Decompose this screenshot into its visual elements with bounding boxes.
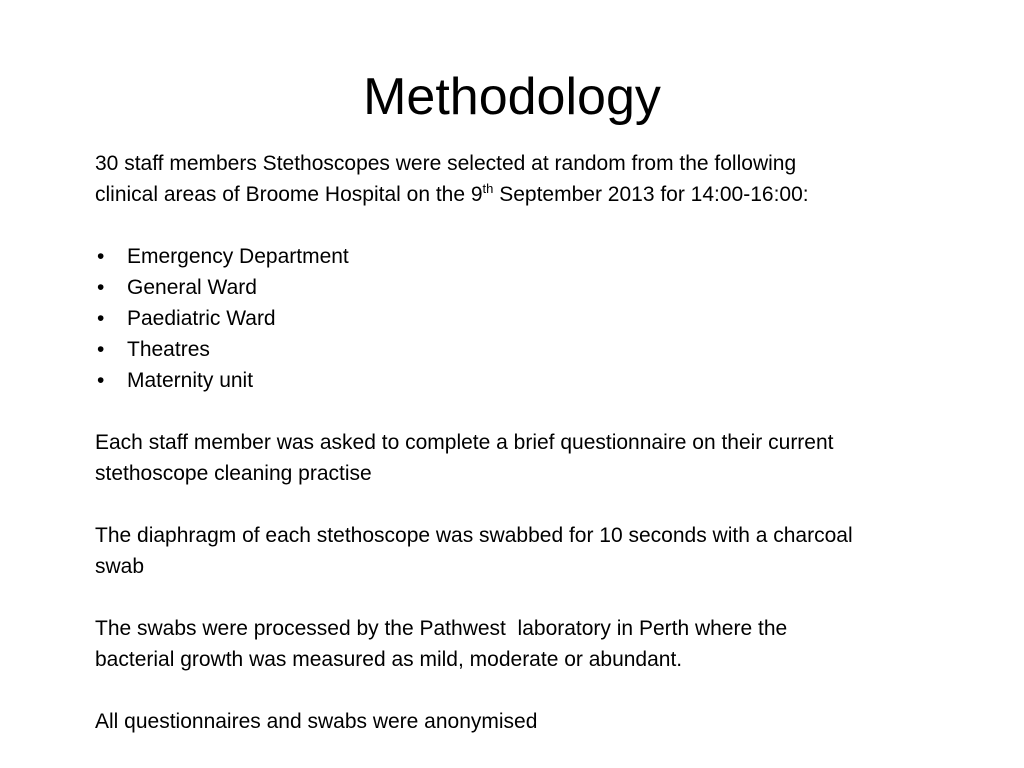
bullet-icon: • [97, 245, 105, 268]
slide-title: Methodology [363, 68, 661, 126]
intro-line-1: 30 staff members Stethoscopes were selected at random from the following [95, 152, 797, 175]
intro-paragraph [95, 148, 955, 210]
list-item [95, 272, 955, 303]
list-item-label: Theatres [127, 338, 210, 361]
laboratory-line-2: bacterial growth was measured as mild, moderate or abundant. [95, 648, 683, 671]
list-item-label: Maternity unit [127, 369, 254, 392]
bullet-icon: • [97, 369, 105, 392]
intro-line-2-end: September 2013 for 14:00-16:00: [493, 183, 809, 206]
slide-body [95, 148, 955, 737]
clinical-areas-list [95, 241, 955, 396]
anonymised-paragraph [95, 706, 955, 737]
intro-line-2-start: clinical areas of Broome Hospital on the 9 [95, 183, 483, 206]
anonymised-line: All questionnaires and swabs were anonymised [95, 710, 538, 733]
list-item-label: Paediatric Ward [127, 307, 276, 330]
swab-line-1: The diaphragm of each stethoscope was swabbed for 10 seconds with a charcoal [95, 524, 853, 547]
laboratory-paragraph [95, 613, 955, 675]
questionnaire-paragraph [95, 427, 955, 489]
swab-paragraph [95, 520, 955, 582]
questionnaire-line-2: stethoscope cleaning practise [95, 462, 372, 485]
bullet-icon: • [97, 307, 105, 330]
swab-line-2: swab [95, 555, 145, 578]
bullet-icon: • [97, 338, 105, 361]
list-item [95, 241, 955, 272]
bullet-icon: • [97, 276, 105, 299]
questionnaire-line-1: Each staff member was asked to complete a brief questionnaire on their current [95, 431, 834, 454]
ordinal-suffix: th [482, 181, 494, 196]
list-item [95, 303, 955, 334]
list-item [95, 334, 955, 365]
list-item-label: Emergency Department [127, 245, 349, 268]
list-item-label: General Ward [127, 276, 257, 299]
laboratory-line-1: The swabs were processed by the Pathwest laboratory in Perth where the [95, 617, 788, 640]
list-item [95, 365, 955, 396]
